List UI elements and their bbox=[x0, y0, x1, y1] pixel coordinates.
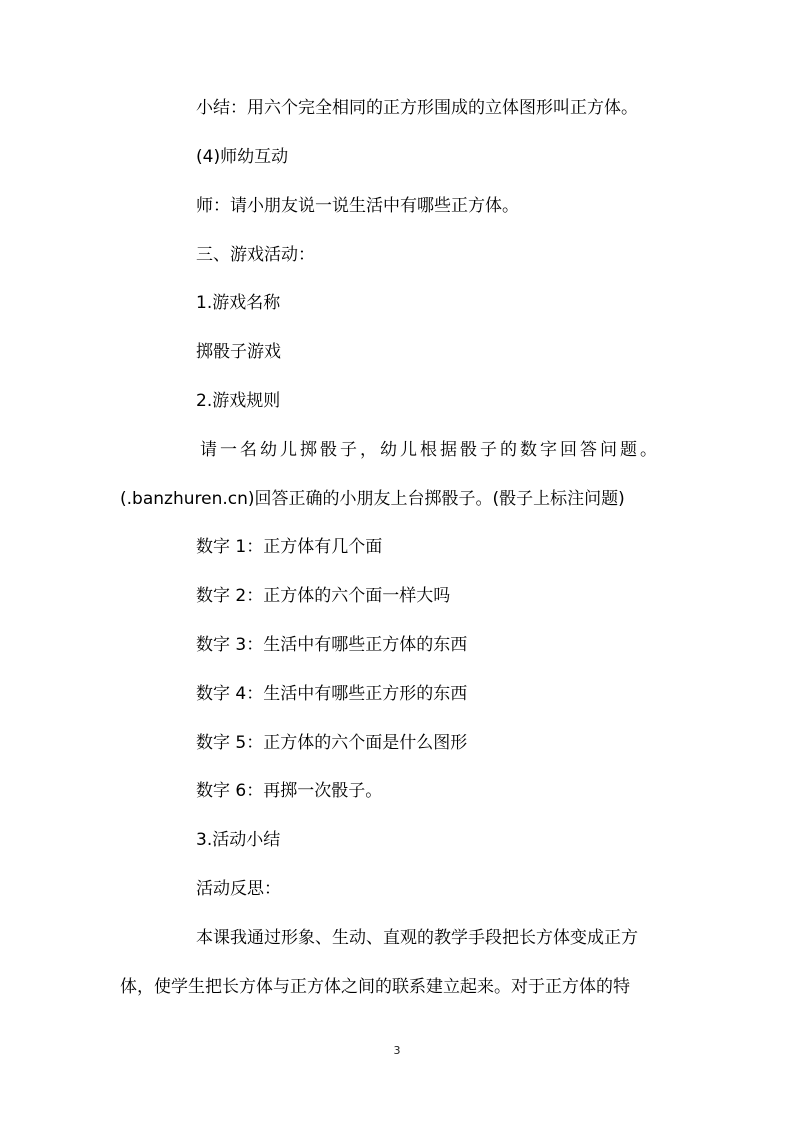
dice-number-1: 数字 1：正方体有几个面 bbox=[196, 537, 383, 557]
teacher-question: 师：请小朋友说一说生活中有哪些正方体。 bbox=[196, 196, 519, 216]
dice-number-3: 数字 3：生活中有哪些正方体的东西 bbox=[196, 635, 468, 655]
game-name: 掷骰子游戏 bbox=[196, 342, 281, 362]
game-rules-continuation: (.banzhuren.cn)回答正确的小朋友上台掷骰子。(骰子上标注问题) bbox=[120, 489, 625, 509]
dice-number-6: 数字 6：再掷一次骰子。 bbox=[196, 781, 383, 801]
reflection-paragraph: 本课我通过形象、生动、直观的教学手段把长方体变成正方 bbox=[196, 928, 638, 948]
dice-number-2: 数字 2：正方体的六个面一样大吗 bbox=[196, 586, 451, 606]
game-rules-heading: 2.游戏规则 bbox=[196, 391, 281, 411]
section-interaction-heading: (4)师幼互动 bbox=[196, 147, 289, 167]
reflection-heading: 活动反思： bbox=[196, 879, 281, 899]
game-rules-paragraph: 请一名幼儿掷骰子，幼儿根据骰子的数字回答问题。 bbox=[200, 440, 660, 460]
dice-number-4: 数字 4：生活中有哪些正方形的东西 bbox=[196, 684, 468, 704]
page-number: 3 bbox=[393, 1044, 401, 1057]
activity-summary-heading: 3.活动小结 bbox=[196, 830, 281, 850]
section-game-heading: 三、游戏活动： bbox=[196, 245, 315, 265]
summary-paragraph: 小结：用六个完全相同的正方形围成的立体图形叫正方体。 bbox=[196, 98, 638, 118]
reflection-paragraph-continuation: 体，使学生把长方体与正方体之间的联系建立起来。对于正方体的特 bbox=[120, 977, 630, 997]
dice-number-5: 数字 5：正方体的六个面是什么图形 bbox=[196, 733, 468, 753]
game-name-heading: 1.游戏名称 bbox=[196, 293, 281, 313]
